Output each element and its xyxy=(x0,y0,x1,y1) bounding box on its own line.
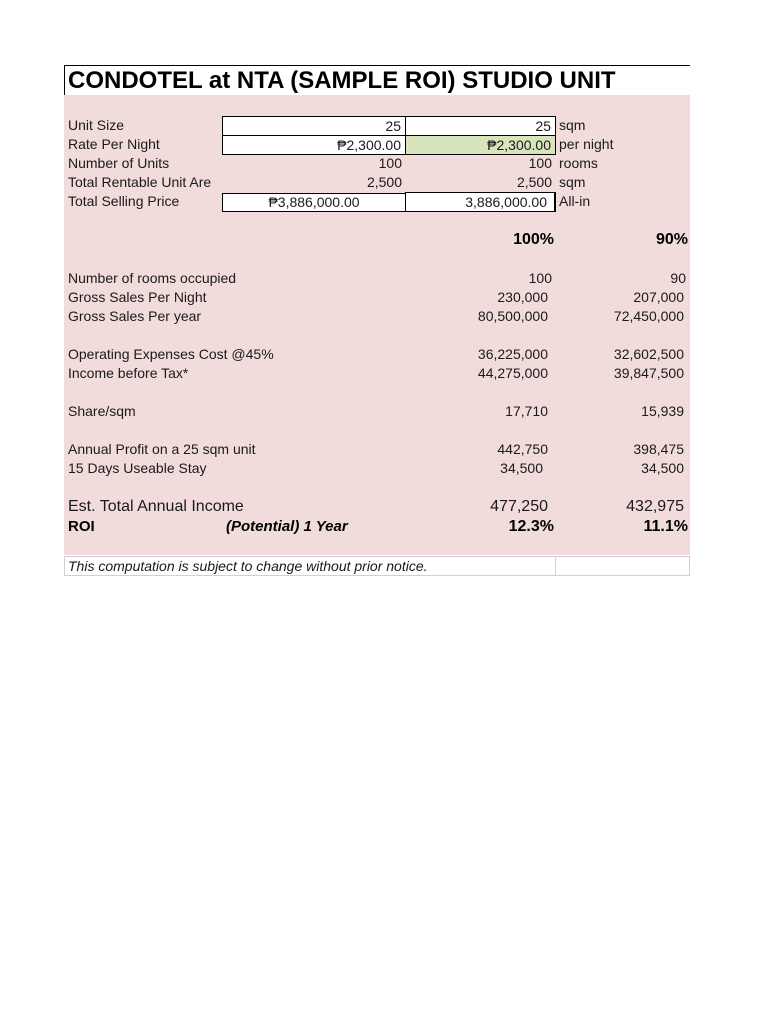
input-unit: sqm xyxy=(559,117,586,133)
input-row-unit-size xyxy=(64,116,690,135)
result-value-full: 17,710 xyxy=(505,403,548,419)
result-value-full: 44,275,000 xyxy=(477,365,548,381)
empty-cell xyxy=(556,557,689,575)
input-value-a: 25 xyxy=(222,116,406,136)
result-value-partial: 39,847,500 xyxy=(613,365,684,381)
result-row-share-per-sqm xyxy=(64,402,690,421)
input-label: Rate Per Night xyxy=(68,136,160,152)
input-unit: rooms xyxy=(559,155,598,171)
result-label: Est. Total Annual Income xyxy=(68,498,244,515)
title-row xyxy=(64,65,690,95)
result-row-est-total-annual-income xyxy=(64,497,690,517)
result-value-full: 230,000 xyxy=(497,289,548,305)
roi-period: (Potential) 1 Year xyxy=(226,518,348,535)
input-value-b-highlighted: ₱2,300.00 xyxy=(405,135,556,155)
result-row-rooms-occupied xyxy=(64,269,690,288)
roi-value-full: 12.3% xyxy=(508,518,554,535)
input-value-a: 100 xyxy=(378,155,402,171)
input-value-a: ₱3,886,000.00 xyxy=(222,193,406,212)
input-unit: All-in xyxy=(559,193,591,209)
input-value-b: 100 xyxy=(528,155,552,171)
disclaimer-note: This computation is subject to change without prior notice. xyxy=(65,557,556,575)
result-label: Operating Expenses Cost @45% xyxy=(68,346,274,362)
input-row-number-of-units xyxy=(64,154,690,173)
result-value-partial: 432,975 xyxy=(626,498,684,515)
input-value-b: 25 xyxy=(405,116,556,136)
result-label: Annual Profit on a 25 sqm unit xyxy=(68,441,256,457)
roi-label: ROI xyxy=(68,518,95,535)
result-value-full: 34,500 xyxy=(500,460,543,476)
input-row-rate-per-night xyxy=(64,135,690,154)
input-value-a: 2,500 xyxy=(366,174,402,190)
result-label: Number of rooms occupied xyxy=(68,270,237,286)
input-row-total-rentable-area xyxy=(64,173,690,192)
result-row-annual-profit xyxy=(64,440,690,459)
footer-row xyxy=(64,556,690,576)
result-value-full: 80,500,000 xyxy=(477,308,548,324)
result-row-income-before-tax xyxy=(64,364,690,383)
result-label: Share/sqm xyxy=(68,403,136,419)
scenario-header-partial: 90% xyxy=(655,231,688,248)
result-value-partial: 34,500 xyxy=(641,460,684,476)
roi-row xyxy=(64,517,690,537)
result-row-gross-sales-night xyxy=(64,288,690,307)
result-value-partial: 32,602,500 xyxy=(613,346,684,362)
result-value-partial: 398,475 xyxy=(633,441,684,457)
input-label: Total Selling Price xyxy=(68,193,180,209)
input-unit: per night xyxy=(559,136,614,152)
input-label: Total Rentable Unit Are xyxy=(68,174,212,190)
result-value-partial: 207,000 xyxy=(633,289,684,305)
result-value-partial: 90 xyxy=(670,270,686,286)
sheet-title: CONDOTEL at NTA (SAMPLE ROI) STUDIO UNIT xyxy=(68,67,616,94)
input-value-b: 3,886,000.00 xyxy=(405,192,556,212)
scenario-header-row xyxy=(64,230,690,250)
result-value-partial: 15,939 xyxy=(641,403,684,419)
result-value-full: 442,750 xyxy=(497,441,548,457)
result-row-gross-sales-year xyxy=(64,307,690,326)
spreadsheet xyxy=(64,65,690,576)
roi-value-partial: 11.1% xyxy=(643,518,688,535)
result-value-partial: 72,450,000 xyxy=(613,308,684,324)
result-label: Gross Sales Per Night xyxy=(68,289,207,305)
input-row-total-selling-price xyxy=(64,192,690,211)
input-label: Number of Units xyxy=(68,155,170,171)
result-value-full: 100 xyxy=(528,270,552,286)
scenario-header-full: 100% xyxy=(513,231,554,248)
result-label: 15 Days Useable Stay xyxy=(68,460,207,476)
input-value-b: 2,500 xyxy=(516,174,552,190)
result-row-useable-stay xyxy=(64,459,690,478)
input-unit: sqm xyxy=(559,174,586,190)
result-label: Gross Sales Per year xyxy=(68,308,202,324)
result-label: Income before Tax* xyxy=(68,365,189,381)
input-value-a: ₱2,300.00 xyxy=(222,135,406,155)
result-value-full: 36,225,000 xyxy=(477,346,548,362)
input-label: Unit Size xyxy=(68,117,125,133)
result-row-operating-expenses xyxy=(64,345,690,364)
result-value-full: 477,250 xyxy=(490,498,548,515)
